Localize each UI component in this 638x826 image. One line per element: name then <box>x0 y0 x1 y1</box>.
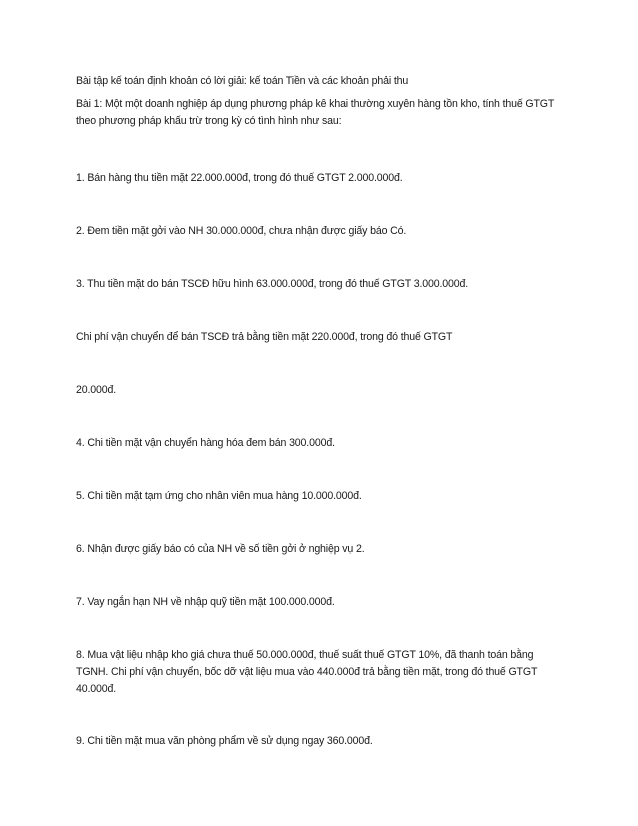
exercise-item-3-note: Chi phí vận chuyển để bán TSCĐ trả bằng tiền mặt 220.000đ, trong đó thuế GTGT <box>76 331 453 343</box>
exercise-item-5: 5. Chi tiền mặt tạm ứng cho nhân viên mua hàng 10.000.000đ. <box>76 490 362 502</box>
exercise-item-3: 3. Thu tiền mặt do bán TSCĐ hữu hình 63.000.000đ, trong đó thuế GTGT 3.000.000đ. <box>76 278 469 290</box>
exercise-item-1: 1. Bán hàng thu tiền mặt 22.000.000đ, trong đó thuế GTGT 2.000.000đ. <box>76 172 403 184</box>
exercise-item-4: 4. Chi tiền mặt vận chuyển hàng hóa đem bán 300.000đ. <box>76 437 335 449</box>
exercise-item-6: 6. Nhận được giấy báo có của NH về số tiền gởi ở nghiệp vụ 2. <box>76 543 365 555</box>
exercise-item-3-note-cont: 20.000đ. <box>76 384 117 396</box>
exercise-item-7: 7. Vay ngắn hạn NH về nhập quỹ tiền mặt 100.000.000đ. <box>76 596 335 608</box>
exercise-item-2: 2. Đem tiền mặt gởi vào NH 30.000.000đ, chưa nhận được giấy báo Có. <box>76 225 407 237</box>
exercise-item-9: 9. Chi tiền mặt mua văn phòng phẩm về sử dụng ngay 360.000đ. <box>76 735 373 747</box>
document-title: Bài tập kế toán định khoản có lời giải: kế toán Tiền và các khoản phải thu <box>76 75 409 87</box>
exercise-intro: Bài 1: Một một doanh nghiệp áp dụng phương pháp kê khai thường xuyên hàng tồn kho, tính thuế GTGT theo phương pháp khấu trừ trong kỳ có tình hình như sau: <box>76 98 555 127</box>
exercise-item-8: 8. Mua vật liệu nhập kho giá chưa thuế 50.000.000đ, thuế suất thuế GTGT 10%, đã thanh toán bằng TGNH. Chi phí vận chuyển, bốc dỡ vật liệu mua vào 440.000đ trả bằng tiền mặt, trong đó thuế GTGT 40.000đ. <box>76 649 538 695</box>
